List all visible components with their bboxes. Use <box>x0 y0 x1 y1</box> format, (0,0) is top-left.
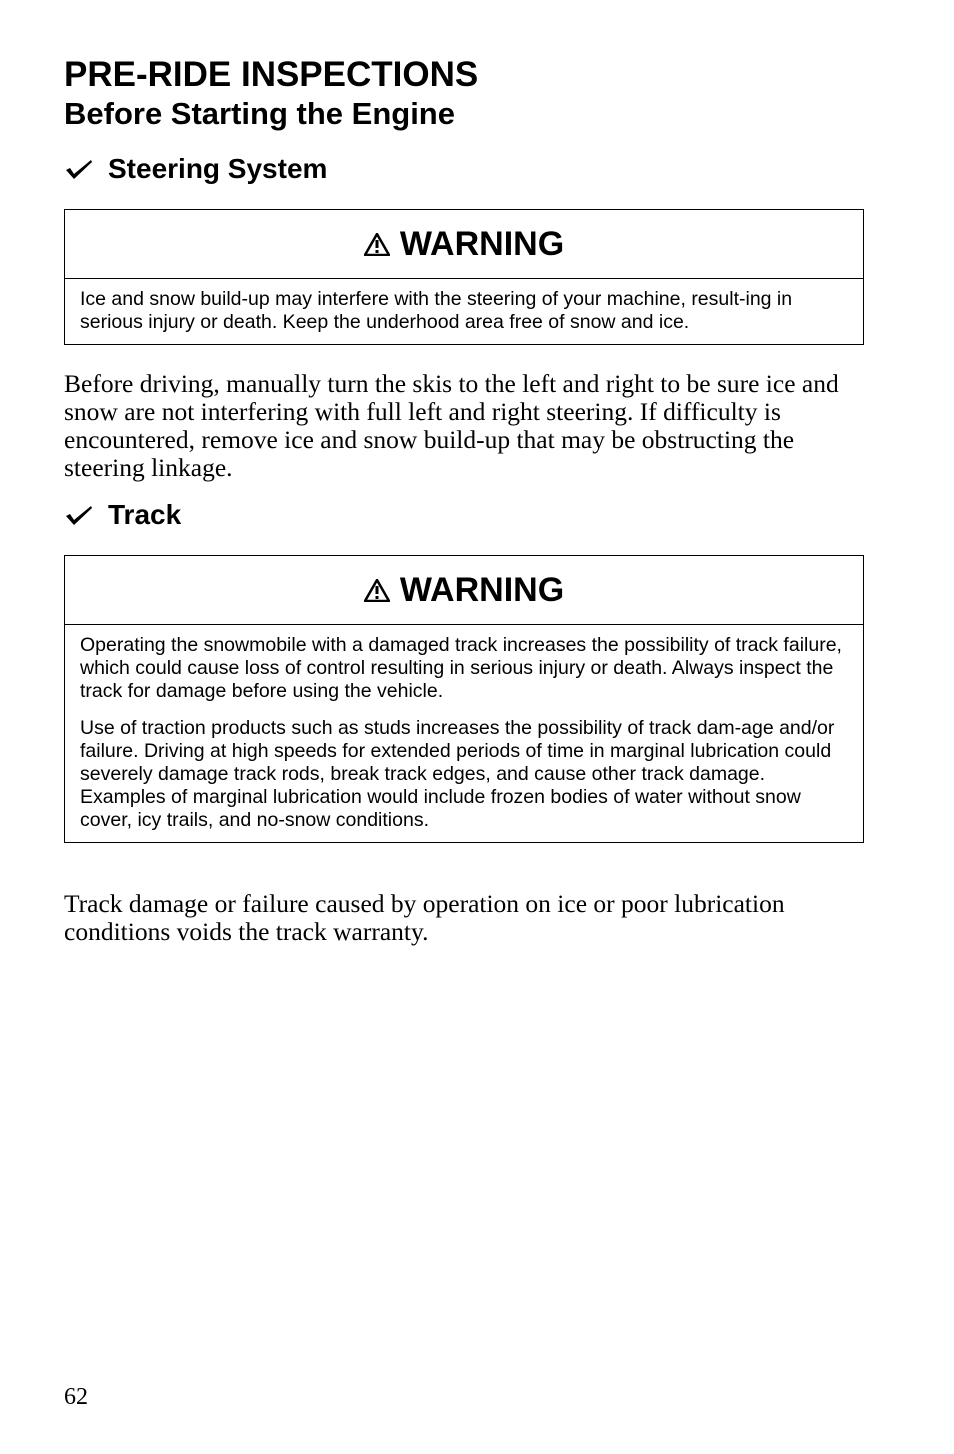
check-mark-icon <box>64 157 94 181</box>
warning-label: WARNING <box>399 570 565 609</box>
check-mark-icon <box>64 503 94 527</box>
warning-label: WARNING <box>399 224 565 263</box>
track-paragraph: Track damage or failure caused by operation on ice or poor lubrication conditions voids the track warranty. <box>64 889 785 946</box>
warning-body <box>65 625 863 842</box>
section-heading-steering <box>64 152 327 186</box>
page-subtitle: Before Starting the Engine <box>64 96 455 131</box>
warning-text: Ice and snow build-up may interfere with the steering of your machine, result-ing in serious injury or death. Keep the underhood area free of snow and ice. <box>80 288 793 333</box>
page-number: 62 <box>64 1384 88 1410</box>
warning-box-track <box>64 555 864 843</box>
warning-body <box>65 279 863 344</box>
warning-box-steering <box>64 209 864 345</box>
section-title: Steering System <box>108 153 328 184</box>
warning-text: Operating the snowmobile with a damaged track increases the possibility of track failure, which could cause loss of control resulting in serious injury or death. Always inspect the track for damage before using the vehicle. <box>80 634 842 702</box>
warning-text: Use of traction products such as studs increases the possibility of track dam-age and/or failure. Driving at high speeds for extended periods of time in marginal lubrication could severely damage track rods, break track edges, and cause other track damage. Examples of marginal lubrication would include frozen bodies of water without snow cover, icy trails, and no-snow conditions. <box>80 717 835 831</box>
warning-triangle-icon <box>364 233 390 256</box>
warning-triangle-icon <box>364 579 390 602</box>
warning-header <box>65 210 863 279</box>
steering-paragraph: Before driving, manually turn the skis to the left and right to be sure ice and snow are not interfering with full left and right steering. If difficulty is encountered, remove ice and snow build-up that may be obstructing the steering linkage. <box>64 369 839 482</box>
warning-header <box>65 556 863 625</box>
section-title: Track <box>108 499 182 530</box>
section-heading-track <box>64 498 181 532</box>
page-title: PRE-RIDE INSPECTIONS <box>64 55 479 94</box>
